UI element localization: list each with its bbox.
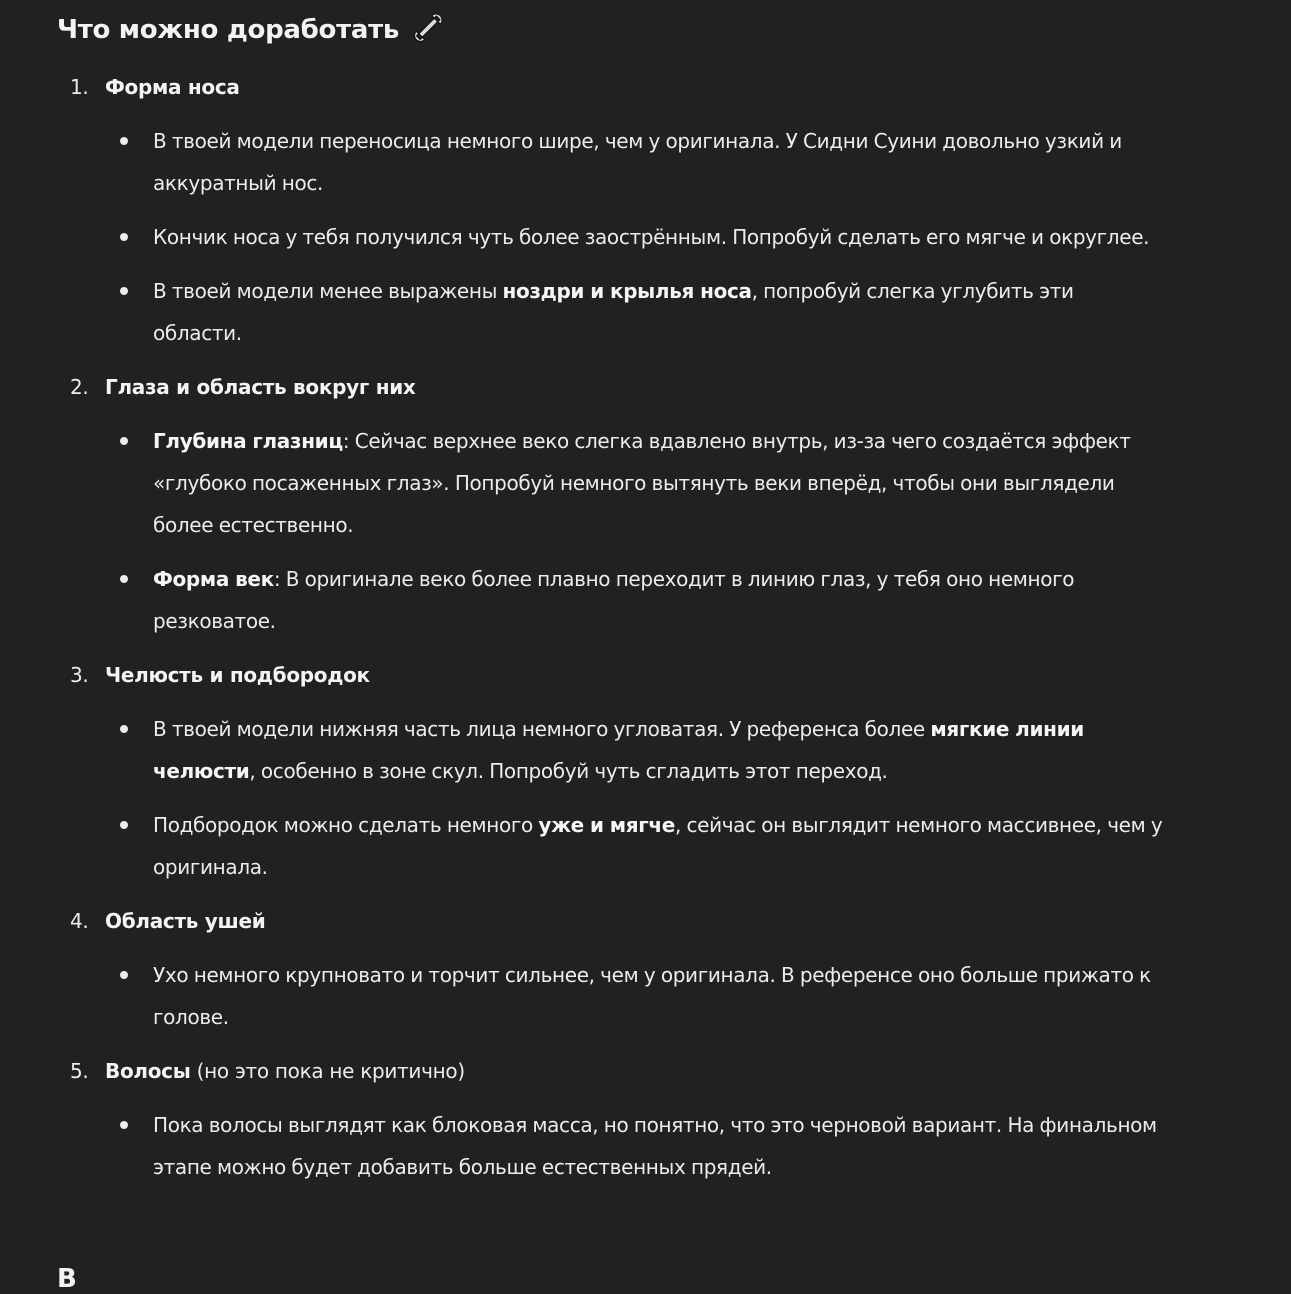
text: В твоей модели нижняя часть лица немного угловатая. У референса более <box>153 717 931 741</box>
wrench-icon <box>412 12 446 42</box>
bullet-dot-icon <box>120 233 128 241</box>
heading-text: Что можно доработать <box>57 15 400 45</box>
section-number: 1. <box>70 75 89 99</box>
section-title <box>105 375 416 399</box>
bullet-item <box>57 558 1167 642</box>
section-header <box>57 366 1167 408</box>
section-item <box>57 66 1167 354</box>
text: , сейчас он выглядит немного массивнее, чем у оригинала. <box>153 813 1163 879</box>
bullet-list <box>57 954 1167 1038</box>
section-item <box>57 1050 1167 1188</box>
bullet-list <box>57 420 1167 642</box>
message-content <box>57 8 1167 1200</box>
text: Ухо немного крупновато и торчит сильнее, чем у оригинала. В референсе оно больше прижато к голове. <box>153 963 1151 1029</box>
text: : В оригинале веко более плавно переходит в линию глаз, у тебя оно немного резковатое. <box>153 567 1075 633</box>
bullet-dot-icon <box>120 287 128 295</box>
section-title <box>105 909 265 933</box>
bold-text: ноздри и крылья носа <box>502 279 752 303</box>
bullet-item <box>57 270 1167 354</box>
bullet-dot-icon <box>120 575 128 583</box>
section-number: 2. <box>70 375 89 399</box>
text: , попробуй слегка углубить эти области. <box>153 279 1074 345</box>
section-title-bold: Челюсть и подбородок <box>105 663 370 687</box>
bold-text: уже и мягче <box>538 813 675 837</box>
section-number: 3. <box>70 663 89 687</box>
improvement-list <box>57 66 1167 1188</box>
section-heading <box>57 8 1167 52</box>
section-title-bold: Волосы <box>105 1059 191 1083</box>
bullet-list <box>57 708 1167 888</box>
bullet-list <box>57 1104 1167 1188</box>
bold-text: мягкие линии челюсти <box>153 717 1084 783</box>
section-header <box>57 900 1167 942</box>
section-number: 5. <box>70 1059 89 1083</box>
text: Кончик носа у тебя получился чуть более заострённым. Попробуй сделать его мягче и округлее. <box>153 225 1150 249</box>
bullet-item <box>57 120 1167 204</box>
bullet-dot-icon <box>120 725 128 733</box>
text: В твоей модели менее выражены <box>153 279 503 303</box>
bullet-dot-icon <box>120 437 128 445</box>
section-title <box>105 75 240 99</box>
text: , особенно в зоне скул. Попробуй чуть сгладить этот переход. <box>249 759 888 783</box>
section-item <box>57 654 1167 888</box>
section-header <box>57 654 1167 696</box>
section-title-note: (но это пока не критично) <box>190 1059 465 1083</box>
section-number: 4. <box>70 909 89 933</box>
bullet-item <box>57 708 1167 792</box>
bullet-item <box>57 954 1167 1038</box>
bullet-dot-icon <box>120 137 128 145</box>
section-header <box>57 66 1167 108</box>
section-header <box>57 1050 1167 1092</box>
text: В твоей модели переносица немного шире, чем у оригинала. У Сидни Суини довольно узкий и аккуратный нос. <box>153 129 1122 195</box>
bold-text: Форма век <box>153 567 274 591</box>
bullet-item <box>57 1104 1167 1188</box>
bullet-dot-icon <box>120 821 128 829</box>
text: Пока волосы выглядят как блоковая масса, но понятно, что это черновой вариант. На финальном этапе можно будет добавить больше естественных прядей. <box>153 1113 1157 1179</box>
section-item <box>57 366 1167 642</box>
bullet-dot-icon <box>120 971 128 979</box>
section-title-bold: Форма носа <box>105 75 240 99</box>
text: Подбородок можно сделать немного <box>153 813 539 837</box>
bullet-item <box>57 216 1167 258</box>
section-title-bold: Область ушей <box>105 909 266 933</box>
text: : Сейчас верхнее веко слегка вдавлено внутрь, из-за чего создаётся эффект «глубоко посаженных глаз». Попробуй немного вытянуть веки вперёд, чтобы они выглядели более естественно. <box>153 429 1131 537</box>
section-item <box>57 900 1167 1038</box>
section-title-bold: Глаза и область вокруг них <box>105 375 416 399</box>
bold-text: Глубина глазниц <box>153 429 343 453</box>
bullet-item <box>57 804 1167 888</box>
bullet-item <box>57 420 1167 546</box>
bullet-dot-icon <box>120 1121 128 1129</box>
section-title <box>105 1059 465 1083</box>
section-title <box>105 663 370 687</box>
bullet-list <box>57 120 1167 354</box>
next-heading-partial: В <box>57 1264 77 1294</box>
